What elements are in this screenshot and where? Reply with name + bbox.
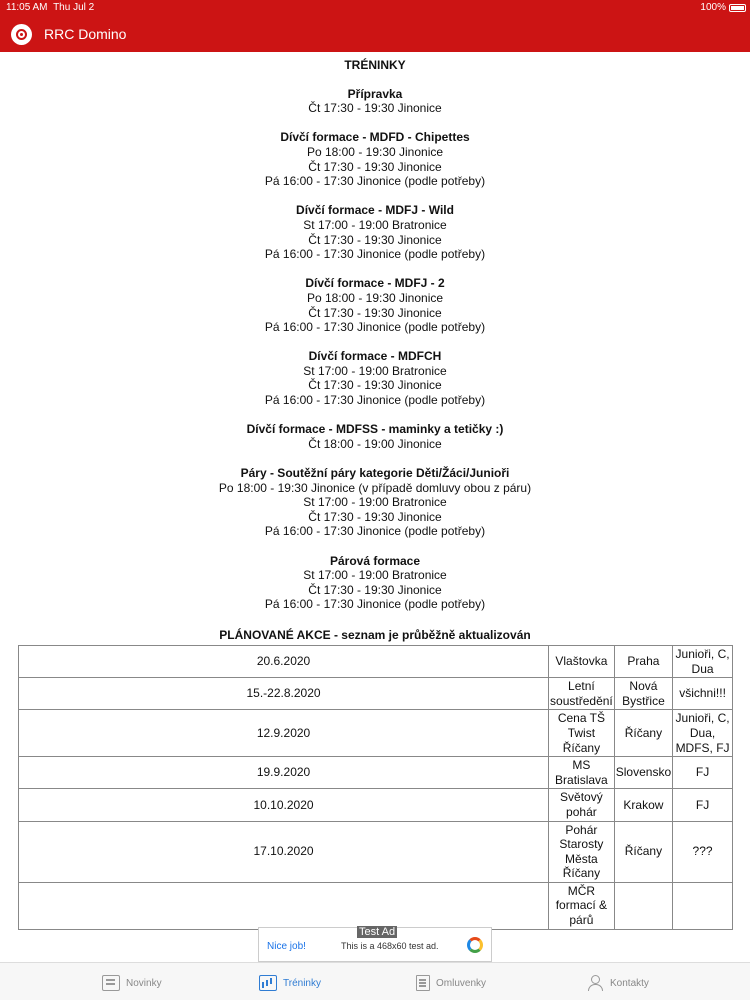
table-row — [19, 789, 733, 821]
tab-label: Omluvenky — [436, 977, 487, 989]
table-row — [19, 882, 733, 929]
battery-level: 100% — [700, 2, 726, 13]
training-time: Čt 17:30 - 19:30 Jinonice — [308, 509, 442, 524]
status-time-date: 11:05 AM Thu Jul 2 — [6, 2, 95, 13]
contacts-icon — [586, 975, 604, 991]
training-time: Čt 17:30 - 19:30 Jinonice — [308, 232, 442, 247]
training-group-name: Dívčí formace - MDFCH — [308, 349, 442, 364]
training-time: Čt 17:30 - 19:30 Jinonice — [308, 305, 442, 320]
document-icon — [416, 975, 430, 991]
tab-novinky[interactable] — [102, 973, 162, 993]
battery-icon — [729, 4, 746, 12]
event-who: ??? — [673, 821, 733, 882]
training-time: Pá 16:00 - 17:30 Jinonice (podle potřeby) — [264, 320, 486, 335]
training-group — [0, 554, 750, 612]
table-row — [19, 645, 733, 677]
training-group-name: Dívčí formace - MDFD - Chipettes — [280, 130, 470, 145]
event-name: Cena TŠ Twist Říčany — [549, 710, 615, 757]
trainings-section — [0, 58, 750, 612]
tab-omluvenky[interactable] — [416, 973, 486, 993]
app-title: RRC Domino — [44, 26, 127, 42]
event-date: 19.9.2020 — [19, 757, 549, 789]
chart-icon — [259, 975, 277, 991]
training-group — [0, 87, 750, 116]
training-group — [0, 130, 750, 188]
training-time: Po 18:00 - 19:30 Jinonice (v případě domluvy obou z páru) — [218, 480, 532, 495]
training-time: St 17:00 - 19:00 Bratronice — [303, 568, 447, 583]
training-time: Pá 16:00 - 17:30 Jinonice (podle potřeby) — [264, 524, 486, 539]
events-title: PLÁNOVANÉ AKCE - seznam je průběžně aktualizován — [219, 627, 531, 642]
training-group-name: Dívčí formace - MDFJ - Wild — [296, 203, 454, 218]
event-who: Junioři, C, Dua, MDFS, FJ — [673, 710, 733, 757]
event-date: 17.10.2020 — [19, 821, 549, 882]
app-bar — [0, 16, 750, 52]
event-who: FJ — [673, 789, 733, 821]
event-who: Junioři, C, Dua — [673, 645, 733, 677]
training-time: Čt 18:00 - 19:00 Jinonice — [308, 436, 442, 451]
training-time: Čt 17:30 - 19:30 Jinonice — [308, 378, 442, 393]
training-time: Pá 16:00 - 17:30 Jinonice (podle potřeby) — [264, 174, 486, 189]
ad-message: This is a 468x60 test ad. — [341, 941, 439, 951]
event-who: FJ — [673, 757, 733, 789]
training-group — [0, 203, 750, 261]
training-group — [0, 349, 750, 407]
training-time: Čt 17:30 - 19:30 Jinonice — [308, 582, 442, 597]
training-group-name: Dívčí formace - MDFJ - 2 — [305, 276, 445, 291]
table-row — [19, 678, 733, 710]
event-name: Pohár Starosty Města Říčany — [549, 821, 615, 882]
events-table — [18, 645, 733, 930]
event-name: Vlaštovka — [549, 645, 615, 677]
training-time: Pá 16:00 - 17:30 Jinonice (podle potřeby) — [264, 247, 486, 262]
training-time: St 17:00 - 19:00 Bratronice — [303, 495, 447, 510]
event-place: Slovensko — [614, 757, 672, 789]
training-time: Čt 17:30 - 19:30 Jinonice — [308, 159, 442, 174]
training-time: Pá 16:00 - 17:30 Jinonice (podle potřeby) — [264, 597, 486, 612]
event-name: Světový pohár — [549, 789, 615, 821]
training-group — [0, 276, 750, 334]
event-name: MČR formací & párů — [549, 882, 615, 929]
training-time: Čt 17:30 - 19:30 Jinonice — [308, 101, 442, 116]
table-row — [19, 710, 733, 757]
event-place: Říčany — [614, 710, 672, 757]
tab-treninky[interactable] — [259, 973, 321, 993]
tab-kontakty[interactable] — [586, 973, 649, 993]
event-date: 12.9.2020 — [19, 710, 549, 757]
ad-choices-icon[interactable] — [467, 937, 483, 953]
tab-bar — [0, 962, 750, 1000]
event-place: Praha — [614, 645, 672, 677]
event-date: 15.-22.8.2020 — [19, 678, 549, 710]
event-place: Nová Bystřice — [614, 678, 672, 710]
tab-label: Kontakty — [610, 977, 649, 989]
table-row — [19, 757, 733, 789]
training-group-name: Dívčí formace - MDFSS - maminky a tetičky :) — [246, 422, 504, 437]
event-date — [19, 882, 549, 929]
training-group-name: Párová formace — [329, 553, 421, 568]
ad-tag: Test Ad — [359, 926, 396, 938]
training-group — [0, 466, 750, 539]
ad-cta[interactable]: Nice job! — [267, 941, 306, 952]
training-group — [0, 422, 750, 451]
training-time: Po 18:00 - 19:30 Jinonice — [306, 290, 444, 305]
training-time: Po 18:00 - 19:30 Jinonice — [306, 144, 444, 159]
event-place — [614, 882, 672, 929]
ad-banner[interactable] — [258, 927, 492, 962]
event-date: 10.10.2020 — [19, 789, 549, 821]
event-place: Říčany — [614, 821, 672, 882]
event-name: Letní soustředění — [549, 678, 615, 710]
table-row — [19, 821, 733, 882]
news-icon — [102, 975, 120, 991]
event-who: všichni!!! — [673, 678, 733, 710]
event-place: Krakow — [614, 789, 672, 821]
status-bar — [0, 0, 750, 16]
main-content[interactable] — [0, 52, 750, 928]
training-group-name: Páry - Soutěžní páry kategorie Děti/Žáci/Junioři — [240, 466, 510, 481]
tab-label: Novinky — [126, 977, 162, 989]
training-group-name: Přípravka — [347, 86, 403, 101]
tab-label: Tréninky — [283, 977, 321, 989]
training-time: Pá 16:00 - 17:30 Jinonice (podle potřeby) — [264, 393, 486, 408]
training-time: St 17:00 - 19:00 Bratronice — [303, 217, 447, 232]
training-time: St 17:00 - 19:00 Bratronice — [303, 363, 447, 378]
event-who — [673, 882, 733, 929]
event-name: MS Bratislava — [549, 757, 615, 789]
trainings-title: TRÉNINKY — [344, 58, 406, 72]
app-logo-icon — [11, 24, 32, 45]
event-date: 20.6.2020 — [19, 645, 549, 677]
